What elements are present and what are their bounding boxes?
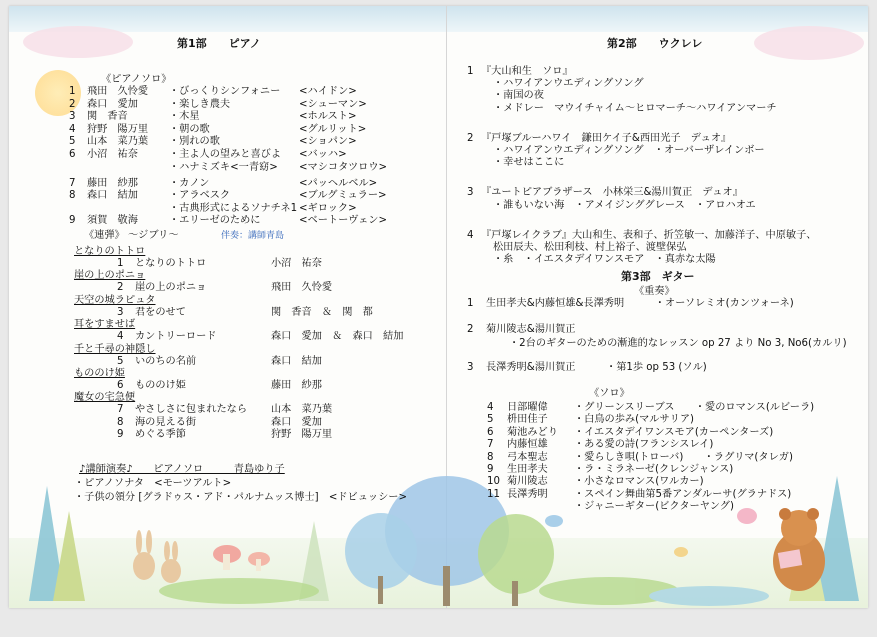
- duet-piece: もののけ姫: [135, 380, 186, 391]
- ensemble-entry: 生田孝夫&内藤恒雄&長澤秀明 ・オーソレミオ(カンツォーネ): [486, 298, 794, 309]
- duet-players: 森口 結加: [271, 355, 322, 367]
- performer-number: 7: [487, 439, 494, 451]
- performer-name: 弓本聖志: [507, 451, 548, 463]
- part1-title: 第1部 ピアノ: [177, 37, 261, 50]
- duet-number: 2: [117, 282, 124, 294]
- group-heading: 『戸塚レイクラブ』大山和生、表和子、折笠敏一、加藤洋子、中原敏子、: [481, 229, 817, 241]
- composer-name: <ベートーヴェン>: [299, 215, 387, 227]
- performer-name: 日部曜偉: [507, 402, 548, 413]
- performer-name: 森口 結加: [87, 190, 138, 202]
- duet-number: 4: [117, 331, 124, 343]
- performer-name: 飛田 久怜愛: [87, 86, 149, 97]
- piece-title: ・イエスタデイワンスモア(カーペンターズ): [574, 426, 774, 438]
- duet-players: 関 香音 ＆ 関 都: [271, 306, 373, 318]
- performer-name: 小沼 祐奈: [87, 149, 138, 160]
- duet-number: 8: [117, 416, 124, 428]
- performer-number: 8: [487, 451, 494, 463]
- performer-name: 藤田 紗那: [87, 177, 138, 189]
- performer-name: 山本 菜乃葉: [87, 136, 149, 148]
- piece-title: ・ハナミズキ<一青窈>: [169, 161, 278, 173]
- performer-number: 4: [487, 402, 494, 413]
- composer-name: <ハイドン>: [299, 86, 357, 97]
- ensemble-entry: 菊川陵志&湯川賀正: [486, 324, 576, 335]
- piece-title: ・朝の歌: [169, 123, 210, 135]
- composer-name: <マシコタツロウ>: [299, 161, 388, 173]
- performer-name: 内藤恒雄: [507, 439, 548, 451]
- piece-title: ・カノン: [169, 177, 210, 189]
- teacher-heading: ♪講師演奏♪ ピアノソロ 青島ゆり子: [79, 464, 285, 475]
- group-heading: 『大山和生 ソロ』: [481, 66, 573, 77]
- piece-title: ・楽しき農夫: [169, 98, 231, 110]
- film-title: 千と千尋の神隠し: [74, 343, 156, 355]
- duet-piece: やさしさに包まれたなら: [135, 404, 248, 416]
- accompanist-note: 伴奏：講師青島: [221, 231, 285, 241]
- performer-number: 4: [69, 123, 76, 135]
- performer-name: 森口 愛加: [87, 98, 138, 110]
- group-heading: 『ユートピアブラザース 小林栄三&湯川賀正 デュオ』: [481, 187, 743, 199]
- teacher-piece: ・ピアノソナタ <モーツアルト>: [74, 478, 232, 489]
- piece-title: ・グリーンスリーブス ・愛のロマンス(ルビーラ): [574, 402, 815, 413]
- duet-number: 5: [117, 355, 124, 367]
- duet-piece: 君をのせて: [135, 306, 186, 318]
- performer-name: 菊川陵志: [507, 476, 548, 488]
- duet-players: 森口 愛加 ＆ 森口 結加: [271, 331, 404, 343]
- group-number: 2: [467, 132, 474, 144]
- piece-title: ・スペイン舞曲第5番アンダルーサ(グラナドス): [574, 488, 792, 500]
- ensemble-entry: 長澤秀明&湯川賀正 ・第1歩 op 53 (ソル): [486, 362, 707, 373]
- ensemble-heading: 《重奏》: [634, 286, 675, 297]
- performer-number: 8: [69, 190, 76, 202]
- performer-name: 長澤秀明: [507, 488, 548, 500]
- piece-title: ・白鳥の歩み(マルサリア): [574, 414, 695, 426]
- performer-name: 狩野 陽万里: [87, 123, 149, 135]
- performer-number: 7: [69, 177, 76, 189]
- group-number: 4: [467, 229, 474, 241]
- duet-players: 藤田 紗那: [271, 380, 322, 391]
- performer-number: 5: [487, 414, 494, 426]
- duet-piece: カントリーロード: [135, 331, 217, 343]
- performer-name: 関 香音: [87, 111, 128, 123]
- duet-players: 森口 愛加: [271, 416, 322, 428]
- film-title: 耳をすませば: [74, 319, 136, 331]
- duet-number: 7: [117, 404, 124, 416]
- composer-name: <ホルスト>: [299, 111, 357, 123]
- composer-name: <シューマン>: [299, 98, 367, 110]
- duet-piece: いのちの名前: [135, 355, 197, 367]
- ukulele-piece: 松田辰夫、松田利枝、村上裕子、渡壁保弘: [493, 242, 687, 253]
- group-heading: 『戸塚ブルーハワイ 鎌田ケイ子&西田光子 デュオ』: [481, 132, 732, 144]
- piece-title: ・ラ・ミラネーゼ(クレンジャンス): [574, 464, 734, 475]
- duet-piece: 崖の上のポニョ: [135, 282, 207, 294]
- duet-players: 狩野 陽万里: [271, 429, 333, 441]
- duet-players: 小沼 祐奈: [271, 258, 322, 269]
- piece-title: ・アラベスク: [169, 190, 231, 202]
- group-number: 1: [467, 66, 474, 77]
- group-number: 3: [467, 187, 474, 199]
- performer-number: 3: [69, 111, 76, 123]
- duet-number: 1: [117, 258, 124, 269]
- guitar-solo-heading: 《ソロ》: [589, 388, 630, 399]
- piece-title: ・ジャニーギター(ビクターヤング): [574, 501, 734, 513]
- duet-number: 9: [117, 429, 124, 441]
- piece-title: ・別れの歌: [169, 136, 220, 148]
- ukulele-piece: ・メドレー マウイチャイム～ヒロマーチ～ハワイアンマーチ: [493, 102, 777, 114]
- ukulele-piece: ・南国の夜: [493, 90, 544, 102]
- film-title: もののけ姫: [74, 368, 125, 379]
- performer-number: 11: [487, 488, 500, 500]
- performer-number: 9: [487, 464, 494, 475]
- ukulele-piece: ・ハワイアンウエディングソング: [493, 78, 644, 90]
- duet-number: 3: [117, 306, 124, 318]
- piece-title: ・エリーゼのために: [169, 215, 261, 227]
- film-title: 魔女の宅急便: [74, 392, 136, 404]
- duet-piece: となりのトトロ: [135, 258, 207, 269]
- teacher-piece: ・子供の領分 [グラドゥス・アド・パルナムッス博士] <ドビュッシー>: [74, 492, 408, 503]
- duet-players: 飛田 久怜愛: [271, 282, 333, 294]
- butterfly-icon: [545, 508, 757, 557]
- piece-title: ・びっくりシンフォニー: [169, 86, 281, 97]
- bear-icon: [773, 508, 825, 591]
- performer-name: 生田孝夫: [507, 464, 548, 475]
- piano-solo-heading: 《ピアノソロ》: [101, 74, 172, 85]
- composer-name: <ギロック>: [299, 202, 357, 214]
- film-title: 天空の城ラピュタ: [74, 294, 156, 306]
- duet-piece: めぐる季節: [135, 429, 186, 441]
- composer-name: <パッヘルベル>: [299, 177, 378, 189]
- performer-name: 須賀 敬海: [87, 215, 138, 227]
- film-title: となりのトトロ: [74, 246, 146, 257]
- performer-number: 2: [69, 98, 76, 110]
- composer-name: <グルリット>: [299, 123, 367, 135]
- program-sheet: [9, 6, 868, 608]
- composer-name: <ショパン>: [299, 136, 357, 148]
- ukulele-piece: ・誰もいない海 ・アメイジンググレース ・アロハオエ: [493, 199, 756, 211]
- ukulele-piece: ・ハワイアンウエディングソング ・オーバーザレインボー: [493, 145, 765, 156]
- film-title: 崖の上のポニョ: [74, 270, 146, 282]
- performer-number: 5: [69, 136, 76, 148]
- ensemble-entry: ・2台のギターのための漸進的なレッスン op 27 より No 3, No6(カルリ): [509, 338, 847, 349]
- duet-heading: 《連弾》 ～ジブリ～: [84, 230, 179, 241]
- ukulele-piece: ・幸せはここに: [493, 157, 565, 169]
- duet-players: 山本 菜乃葉: [271, 404, 333, 416]
- piece-title: ・ある愛の詩(フランシスレイ): [574, 439, 714, 451]
- duet-number: 6: [117, 380, 124, 391]
- performer-number: 10: [487, 476, 500, 488]
- performer-name: 菊池みどり: [507, 426, 558, 438]
- rabbit-icon: [133, 530, 181, 583]
- piece-title: ・愛らしき唄(トローバ) ・ラグリマ(タレガ): [574, 451, 793, 463]
- ensemble-number: 3: [467, 362, 474, 373]
- mushroom-icon: [213, 545, 270, 571]
- part2-title: 第2部 ウクレレ: [607, 37, 703, 50]
- ensemble-number: 1: [467, 298, 474, 309]
- performer-number: 6: [69, 149, 76, 160]
- ukulele-piece: ・糸 ・イエスタデイワンスモア ・真赤な太陽: [493, 254, 716, 266]
- performer-name: 枡田佳子: [507, 414, 548, 426]
- ensemble-number: 2: [467, 324, 474, 335]
- composer-name: <バッハ>: [299, 149, 347, 160]
- piece-title: ・小さなロマンス(ワルカー): [574, 476, 704, 488]
- performer-number: 1: [69, 86, 76, 97]
- part3-title: 第3部 ギター: [621, 270, 695, 283]
- duet-piece: 海の見える街: [135, 416, 197, 428]
- performer-number: 9: [69, 215, 76, 227]
- piece-title: ・木星: [169, 111, 200, 123]
- piece-title: ・主よ人の望みと喜びよ: [169, 149, 282, 160]
- piece-title: ・古典形式によるソナチネ1: [169, 202, 298, 214]
- composer-name: <ブルグミュラー>: [299, 190, 387, 202]
- performer-number: 6: [487, 426, 494, 438]
